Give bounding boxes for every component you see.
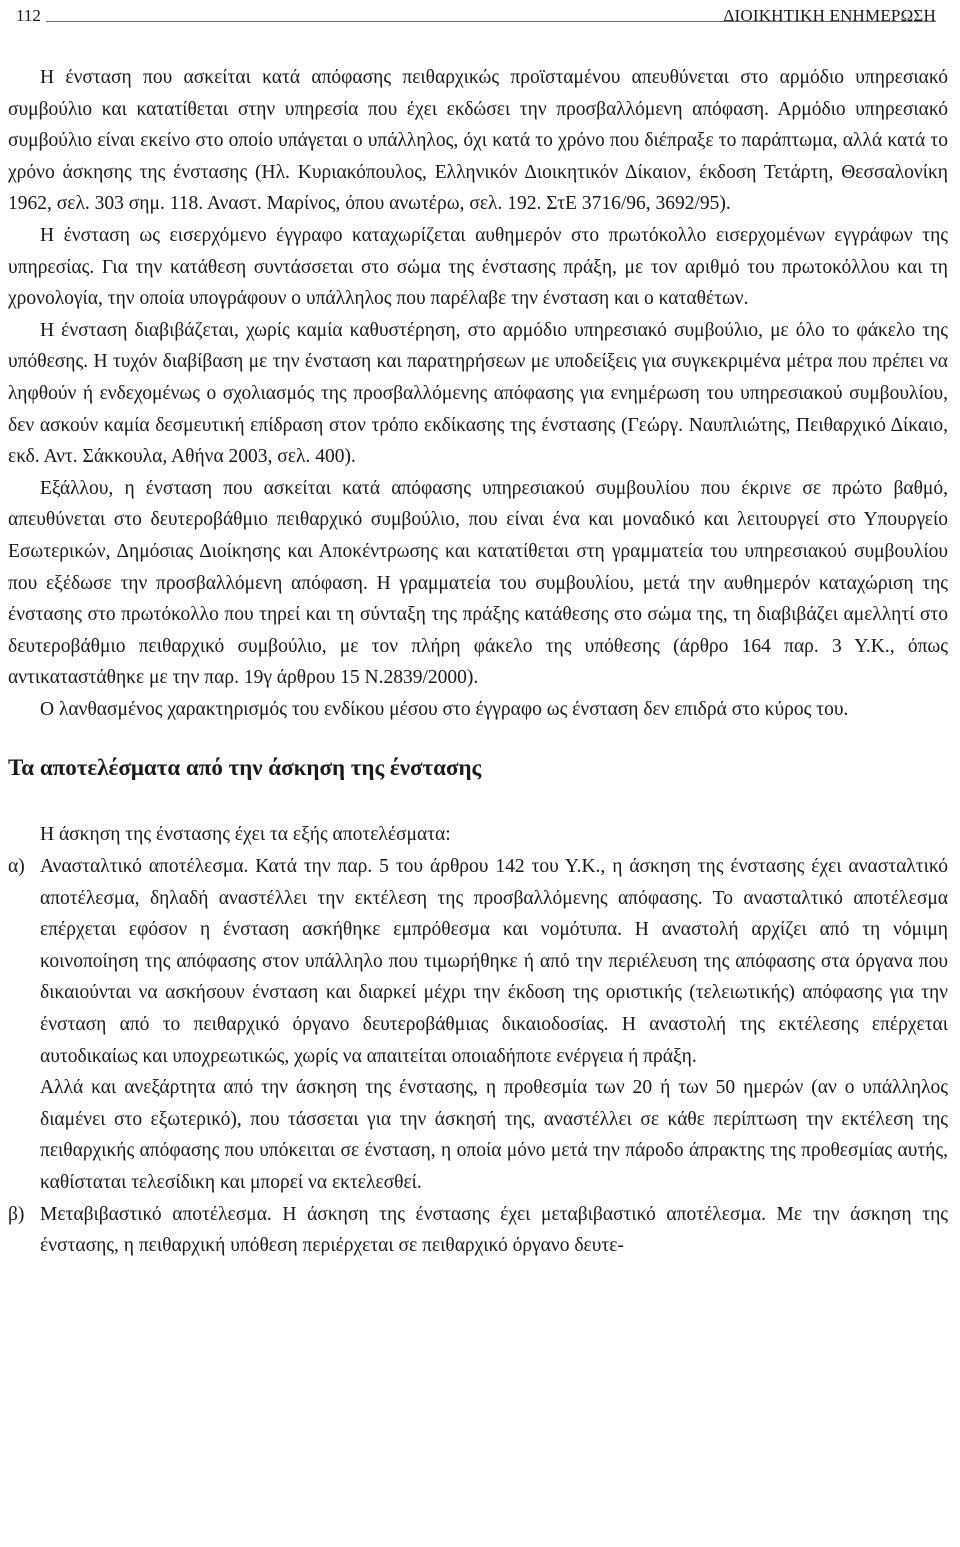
list-marker: α): [8, 856, 25, 878]
document-body: [8, 62, 948, 1262]
page-number: 112: [16, 6, 41, 25]
running-head: ΔΙΟΙΚΗΤΙΚΗ ΕΝΗΜΕΡΩΣΗ: [723, 6, 936, 25]
list-item: [8, 851, 948, 1199]
opening-paragraphs: [8, 62, 948, 725]
paragraph: Η ένσταση που ασκείται κατά απόφασης πειθαρχικώς προϊσταμένου απευθύνεται στο αρμόδιο υπηρεσιακό συμβούλιο και κατατίθεται στην υπηρεσία που έχει εκδώσει την προσβαλλόμενη απόφαση. Αρμόδιο υπηρεσιακό συμβούλιο είναι εκείνο στο οποίο υπάγεται ο υπάλληλος, όχι κατά το χρόνο που διέπραξε το παράπτωμα, αλλά κατά το χρόνο άσκησης της ένστασης (Ηλ. Κυριακόπουλος, Ελληνικόν Διοικητικόν Δίκαιον, έκδοση Τετάρτη, Θεσσαλονίκη 1962, σελ. 303 σημ. 118. Αναστ. Μαρίνος, όπου ανωτέρω, σελ. 192. ΣτΕ 3716/96, 3692/95).: [8, 67, 948, 215]
list-item-paragraph: Ανασταλτικό αποτέλεσμα. Κατά την παρ. 5 του άρθρου 142 του Υ.Κ., η άσκηση της ένστασης έχει ανασταλτικό αποτέλεσμα, δηλαδή αναστέλλει την εκτέλεση της προσβαλλόμενης απόφασης. Το ανασταλτικό αποτέλεσμα επέρχεται εφόσον η ένσταση ασκήθηκε εμπρόθεσμα και νομότυπα. Η αναστολή αρχίζει από τη νόμιμη κοινοποίηση της απόφασης στον υπάλληλο που τιμωρήθηκε ή από την περιέλευση της απόφασης στα όργανα που δικαιούνται να ασκήσουν ένσταση και διαρκεί μέχρι την έκδοση της οριστικής (τελειωτικής) απόφασης για την ένσταση από το πειθαρχικό όργανο δευτεροβάθμιας δικαιοδοσίας. Η αναστολή της εκτέλεσης επέρχεται αυτοδικαίως και υποχρεωτικώς, χωρίς να απαιτείται οποιαδήποτε ενέργεια ή πράξη.: [40, 856, 948, 1067]
list-item: [8, 1199, 948, 1262]
paragraph: Η ένσταση διαβιβάζεται, χωρίς καμία καθυστέρηση, στο αρμόδιο υπηρεσιακό συμβούλιο, με όλο το φάκελο της υπόθεσης. Η τυχόν διαβίβαση με την ένσταση και παρατηρήσεων με υποδείξεις για συγκεκριμένα μέτρα που πρέπει να ληφθούν ή ενδεχομένως ο σχολιασμός της προσβαλλόμενης απόφασης για ενημέρωση του υπηρεσιακού συμβουλίου, δεν ασκούν καμία δεσμευτική επίδραση στον τρόπο εκδίκασης της ένστασης (Γεώργ. Ναυπλιώτης, Πειθαρχικό Δίκαιο, εκδ. Αντ. Σάκκουλα, Αθήνα 2003, σελ. 400).: [8, 319, 948, 468]
list-item-paragraph: Αλλά και ανεξάρτητα από την άσκηση της ένστασης, η προθεσμία των 20 ή των 50 ημερών (αν ο υπάλληλος διαμένει στο εξωτερικό), που τάσσεται για την άσκησή της, αναστέλλει σε κάθε περίπτωση την εκτέλεση της πειθαρχικής απόφασης που υπόκειται σε ένσταση, η οποία μόνο μετά την πάροδο άπρακτης της προθεσμίας αυτής, καθίσταται τελεσίδικη και μπορεί να εκτελεσθεί.: [40, 1077, 948, 1193]
section-intro: Η άσκηση της ένστασης έχει τα εξής αποτελέσματα:: [40, 824, 451, 846]
paragraph: Η ένσταση ως εισερχόμενο έγγραφο καταχωρίζεται αυθημερόν στο πρωτόκολλο εισερχομένων εγγράφων της υπηρεσίας. Για την κατάθεση συντάσσεται στο σώμα της ένστασης πράξη, με τον αριθμό του πρωτοκόλλου και τη χρονολογία, την οποία υπογράφουν ο υπάλληλος που παρέλαβε την ένσταση και ο καταθέτων.: [8, 224, 948, 310]
paragraph: Εξάλλου, η ένσταση που ασκείται κατά απόφασης υπηρεσιακού συμβουλίου που έκρινε σε πρώτο βαθμό, απευθύνεται στο δευτεροβάθμιο πειθαρχικό συμβούλιο, που είναι ένα και μοναδικό και λειτουργεί στο Υπουργείο Εσωτερικών, Δημόσιας Διοίκησης και Αποκέντρωσης και κατατίθεται στη γραμματεία του υπηρεσιακού συμβουλίου που εξέδωσε την προσβαλλόμενη απόφαση. Η γραμματεία του συμβουλίου, μετά την αυθημερόν καταχώριση της ένστασης στο πρωτόκολλο που τηρεί και τη σύνταξη της πράξης κατάθεσης στο σώμα της, τη διαβιβάζει αμελλητί στο δευτεροβάθμιο πειθαρχικό συμβούλιο, με τον πλήρη φάκελο της υπόθεσης (άρθρο 164 παρ. 3 Υ.Κ., όπως αντικαταστάθηκε με την παρ. 19γ άρθρου 15 Ν.2839/2000).: [8, 477, 948, 689]
list-marker: β): [8, 1203, 25, 1225]
list-item-paragraph: Μεταβιβαστικό αποτέλεσμα. Η άσκηση της ένστασης έχει μεταβιβαστικό αποτέλεσμα. Με την άσκηση της ένστασης, η πειθαρχική υπόθεση περιέρχεται σε πειθαρχικό όργανο δευτε-: [40, 1203, 948, 1257]
page-header: [8, 0, 948, 34]
paragraph: Ο λανθασμένος χαρακτηρισμός του ενδίκου μέσου στο έγγραφο ως ένσταση δεν επιδρά στο κύρος του.: [40, 698, 849, 720]
section-heading: Τα αποτελέσματα από την άσκηση της ένστασης: [8, 755, 482, 781]
